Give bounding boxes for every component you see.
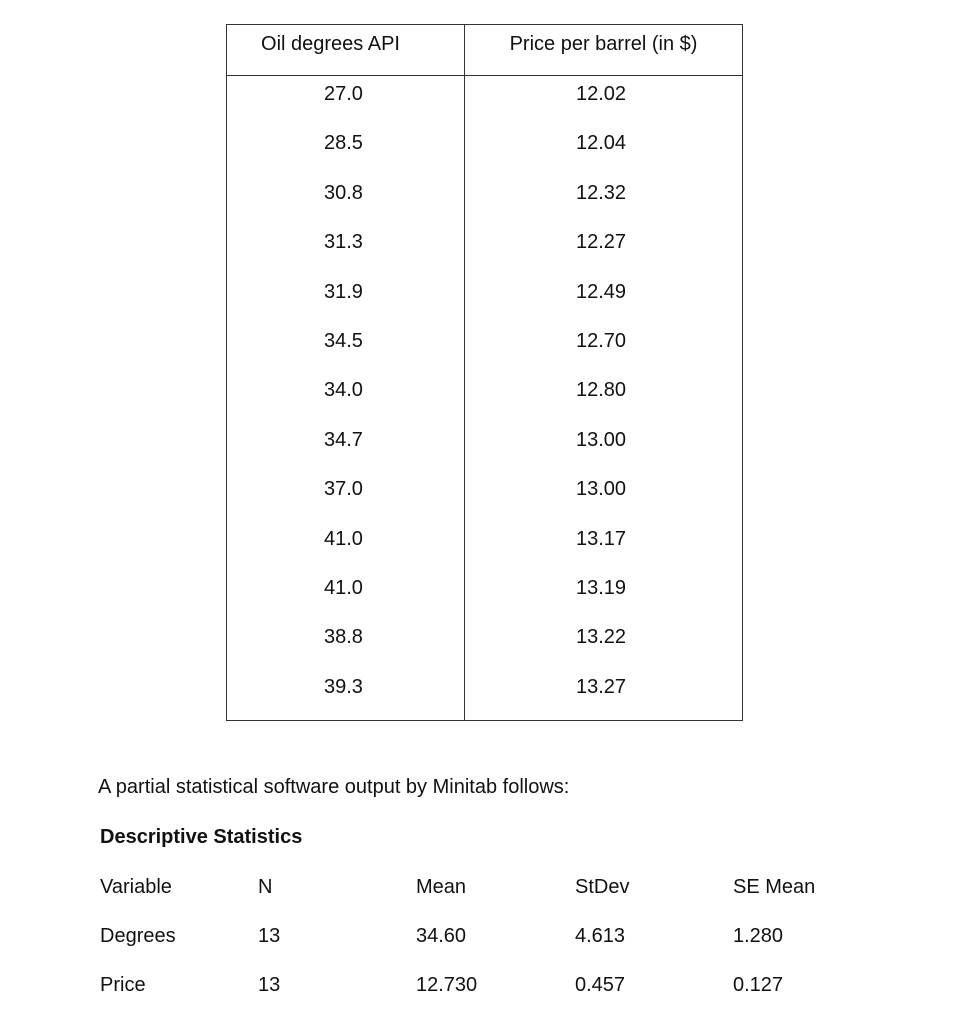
stats-row-degrees: [0, 921, 967, 951]
stats-cell-variable: Degrees: [100, 925, 176, 947]
stats-header-stdev: StDev: [575, 876, 630, 898]
stats-cell-se-mean: 0.127: [733, 974, 784, 996]
stats-header-se-mean: SE Mean: [733, 876, 816, 898]
table-row: [227, 670, 742, 719]
cell-degrees: 39.3: [324, 675, 363, 698]
stats-cell-mean: 12.730: [416, 974, 478, 996]
stats-cell-n: 13: [258, 974, 281, 996]
stats-cell-mean: 34.60: [416, 925, 467, 947]
table-row: [227, 126, 742, 175]
cell-price: 12.80: [576, 379, 627, 402]
stats-header-variable: Variable: [100, 876, 172, 898]
cell-degrees: 30.8: [324, 181, 363, 204]
stats-cell-stdev: 4.613: [575, 925, 626, 947]
table-row: [227, 77, 742, 126]
cell-price: 12.27: [576, 231, 627, 254]
table-row: [227, 620, 742, 669]
cell-price: 13.00: [576, 428, 627, 451]
section-title: Descriptive Statistics: [100, 826, 303, 848]
table-row: [227, 275, 742, 324]
cell-price: 12.32: [576, 181, 627, 204]
stats-cell-stdev: 0.457: [575, 974, 626, 996]
table-row: [227, 373, 742, 422]
cell-degrees: 34.5: [324, 330, 363, 352]
cell-degrees: 27.0: [324, 83, 363, 105]
data-table: [226, 24, 743, 721]
intro-text: A partial statistical software output by Minitab follows:: [98, 776, 570, 798]
table-row: [227, 176, 742, 225]
header-divider: [227, 75, 742, 76]
column-header-price: Price per barrel (in $): [509, 33, 698, 55]
stats-cell-n: 13: [258, 925, 281, 947]
cell-price: 13.17: [576, 527, 627, 550]
stats-header-n: N: [258, 876, 273, 898]
cell-price: 13.22: [576, 626, 627, 649]
stats-header-mean: Mean: [416, 876, 467, 898]
table-row: [227, 324, 742, 373]
stats-header-row: [0, 872, 967, 902]
cell-degrees: 37.0: [324, 478, 363, 501]
stats-row-price: [0, 970, 967, 1000]
table-row: [227, 225, 742, 274]
stats-cell-variable: Price: [100, 974, 146, 996]
cell-degrees: 41.0: [324, 527, 363, 550]
cell-price: 13.19: [576, 577, 627, 599]
table-row: [227, 522, 742, 571]
cell-price: 12.49: [576, 280, 627, 303]
column-header-degrees: Oil degrees API: [261, 33, 400, 55]
cell-degrees: 34.7: [324, 428, 363, 451]
table-row: [227, 423, 742, 472]
cell-price: 12.70: [576, 330, 627, 352]
cell-price: 12.02: [576, 83, 627, 105]
cell-price: 12.04: [576, 132, 627, 155]
cell-degrees: 31.9: [324, 280, 363, 303]
cell-degrees: 41.0: [324, 577, 363, 599]
cell-degrees: 31.3: [324, 231, 363, 254]
cell-degrees: 34.0: [324, 379, 363, 402]
table-row: [227, 472, 742, 521]
cell-price: 13.00: [576, 478, 627, 501]
stats-cell-se-mean: 1.280: [733, 925, 784, 947]
table-row: [227, 571, 742, 620]
cell-degrees: 28.5: [324, 132, 363, 155]
cell-degrees: 38.8: [324, 626, 363, 649]
cell-price: 13.27: [576, 675, 627, 698]
